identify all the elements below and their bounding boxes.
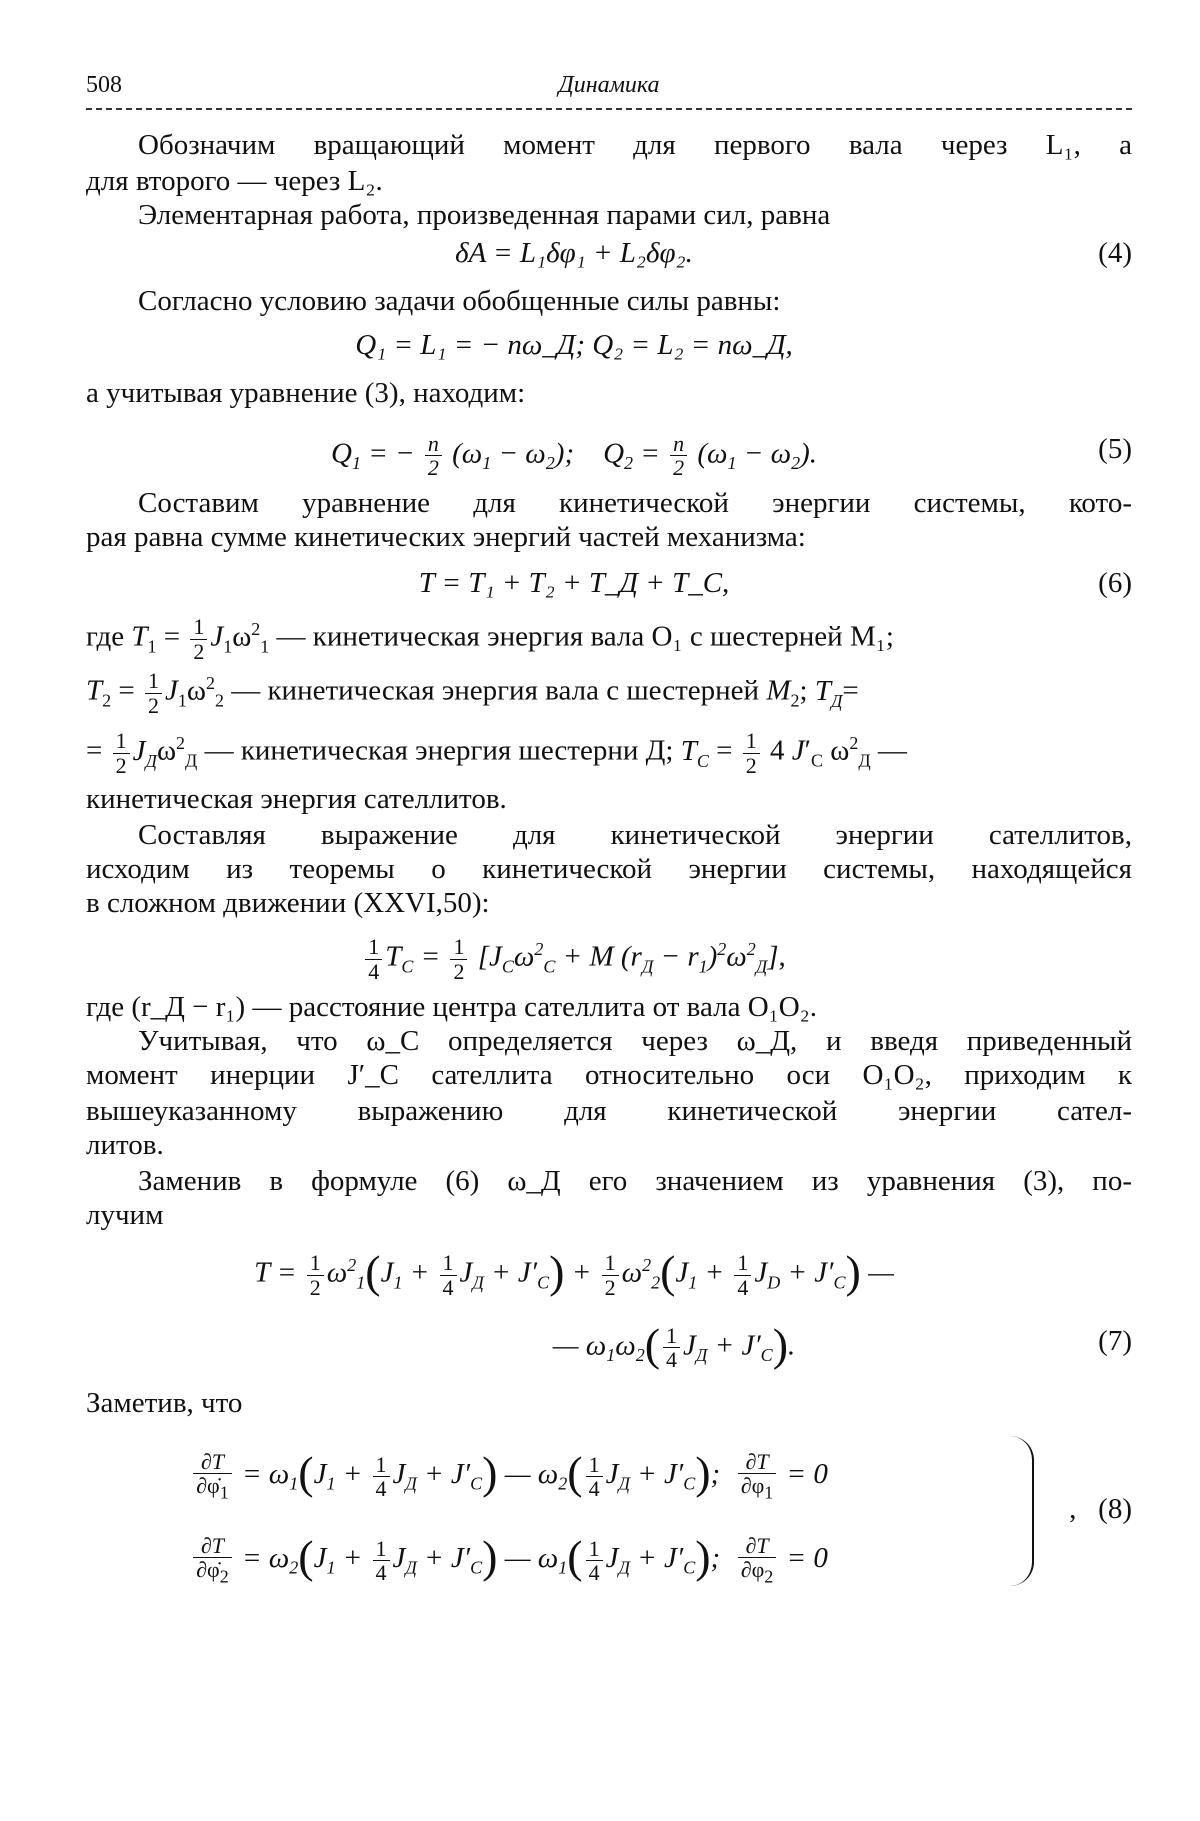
equation-8-number: , (8) bbox=[1069, 1493, 1132, 1525]
paragraph-1-line-2: для второго — через L₂. bbox=[86, 165, 383, 197]
paragraph-11: Заметив, что bbox=[86, 1387, 243, 1419]
running-title: Динамика bbox=[558, 72, 660, 98]
equation-7-line-1-body: T = $\frac{1}{2}$ $\omega^2_1(J_1$ + $\frac{1}{4}$ $J_Д + J'_C$) + $\frac{1}{2}$ $\omega^2_2(J_1$ + $\frac{1}{4}$ $J_D + J'_C$) — bbox=[254, 1246, 894, 1300]
equation-8-line-1-body: $\frac{\partial T}{\partial\varphi̇_1}$ = $\omega_1(J_1$ + $\frac{1}{4}$ $J_Д + J'_C$) — $\omega_2$( $\frac{1}{4}$ $J_Д + J'_C$); $\frac{\partial T}{\partial\varphi_1}$ = 0 bbox=[86, 1450, 932, 1502]
equation-8-line-2-body: $\frac{\partial T}{\partial\varphi̇_2}$ = $\omega_2(J_1$ + $\frac{1}{4}$ $J_Д + J'_C$) — $\omega_1$( $\frac{1}{4}$ $J_Д + J'_C$); $\frac{\partial T}{\partial\varphi_2}$ = 0 bbox=[86, 1534, 932, 1586]
equation-satellite-energy-body: $\frac{1}{4}$ $T_C$ = $\frac{1}{2}$ [$J_C\omega^2_C + M$ $(r_Д - r_1)^2\omega^2_Д$], bbox=[86, 932, 1062, 983]
equation-4-body: δA = L₁δφ₁ + L₂δφ₂. bbox=[455, 237, 693, 269]
equation-5-body: $Q_1$ = − $\frac{n}{2}$ $(\omega_1 - \omega_2)$; $Q_2$ = $\frac{n}{2}$ $(\omega_1 - \omega_2)$. bbox=[331, 431, 817, 481]
right-brace bbox=[1010, 1436, 1034, 1586]
equation-6-body: T = T₁ + T₂ + T_Д + T_C, bbox=[418, 567, 730, 599]
definition-line-2: $T_2$ = $\frac{1}{2}$ $J_1\omega^2_2$ — кинетическая энергия вала с шестерней $M_2$; $T_Д=$ bbox=[86, 668, 859, 718]
equation-7-line-2-body: — $\omega_1\omega_2$( $\frac{1}{4}$ $J_Д + J'_C$). bbox=[552, 1318, 796, 1373]
definition-3-text: — кинетическая энергия шестерни Д; bbox=[204, 734, 674, 767]
paragraph-3: Согласно условию задачи обобщенные силы равны: bbox=[138, 285, 781, 317]
equation-generalized-forces-body: Q₁ = L₁ = − nω_Д; Q₂ = L₂ = nω_Д, bbox=[355, 329, 793, 361]
paragraph-7-line-2: исходим из теоремы о кинетической энергии системы, находящейся bbox=[86, 853, 1132, 885]
paragraph-9-line-2: момент инерции J′_C сателлита относительно оси O₁O₂, приходим к bbox=[86, 1059, 1132, 1091]
definition-line-3: = $\frac{1}{2}$ $J_Д\omega^2_Д$ — кинетическая энергия шестерни Д; $T_C$ = $\frac{1}{2}$ 4 $J'_C$ $\omega^2_Д$ — bbox=[86, 728, 907, 778]
paragraph-7-line-3: в сложном движении (XXVI,50): bbox=[86, 887, 490, 919]
paragraph-9-line-3: вышеуказанному выражению для кинетической энергии сател- bbox=[86, 1095, 1132, 1127]
paragraph-9-line-4: литов. bbox=[86, 1129, 164, 1161]
paragraph-5-line-2: рая равна сумме кинетических энергий частей механизма: bbox=[86, 521, 806, 553]
paragraph-4: а учитывая уравнение (3), находим: bbox=[86, 377, 526, 409]
page-number: 508 bbox=[86, 72, 122, 98]
paragraph-1-line-1: Обозначим вращающий момент для первого вала через L₁, а bbox=[138, 129, 1132, 161]
paragraph-10-line-1: Заменив в формуле (6) ω_Д его значением из уравнения (3), по- bbox=[138, 1165, 1132, 1197]
definition-1-text: — кинетическая энергия вала O₁ с шестерней M₁; bbox=[276, 620, 894, 653]
paragraph-7-line-1: Составляя выражение для кинетической энергии сателлитов, bbox=[138, 819, 1132, 851]
equation-6-number: (6) bbox=[1098, 567, 1132, 599]
paragraph-10-line-2: лучим bbox=[86, 1199, 164, 1231]
definition-2-text: — кинетическая энергия вала с шестерней bbox=[231, 674, 760, 707]
page-header bbox=[86, 68, 1132, 110]
paragraph-5-line-1: Составим уравнение для кинетической энергии системы, кото- bbox=[138, 487, 1132, 519]
definition-line-1: где $T_1$ = $\frac{1}{2}$ $J_1\omega^2_1$ — кинетическая энергия вала O₁ с шестерней M₁; bbox=[86, 614, 894, 664]
definition-line-4: кинетическая энергия сателлитов. bbox=[86, 783, 507, 815]
paragraph-8: где (r_Д − r₁) — расстояние центра сателлита от вала O₁O₂. bbox=[86, 991, 818, 1023]
equation-5-number: (5) bbox=[1098, 433, 1132, 465]
equation-7-number: (7) bbox=[1098, 1325, 1132, 1357]
paragraph-2: Элементарная работа, произведенная парами сил, равна bbox=[138, 199, 831, 231]
paragraph-9-line-1: Учитывая, что ω_C определяется через ω_Д, и введя приведенный bbox=[138, 1025, 1132, 1057]
equation-4-number: (4) bbox=[1098, 237, 1132, 269]
